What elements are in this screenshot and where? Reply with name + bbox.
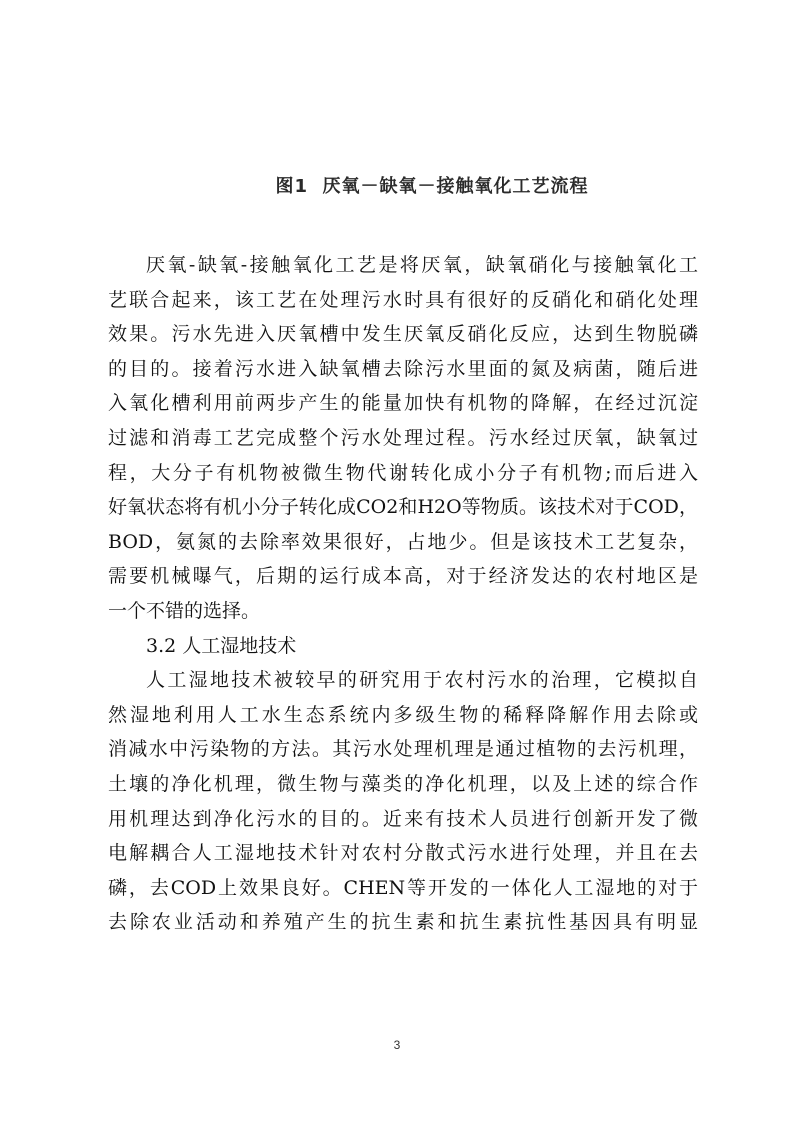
paragraph-line: 厌氧-缺氧-接触氧化工艺是将厌氧，缺氧硝化与接触氧化工 bbox=[146, 254, 698, 276]
paragraph-line: 去除农业活动和养殖产生的抗生素和抗生素抗性基因具有明显 bbox=[108, 911, 698, 934]
paragraph-line: 土壤的净化机理，微生物与藻类的净化机理，以及上述的综合作 bbox=[108, 772, 698, 795]
paragraph-line: 程，大分子有机物被微生物代谢转化成小分子有机物;而后进入 bbox=[108, 461, 698, 484]
paragraph-line: 效果。污水先进入厌氧槽中发生厌氧反硝化反应，达到生物脱磷 bbox=[108, 323, 698, 346]
paragraph-line: 人工湿地技术被较早的研究用于农村污水的治理，它模拟自 bbox=[146, 669, 698, 692]
paragraph-line: 一个不错的选择。 bbox=[108, 599, 261, 622]
section-heading: 3.2 人工湿地技术 bbox=[146, 634, 297, 657]
paragraph-line: 艺联合起来，该工艺在处理污水时具有很好的反硝化和硝化处理 bbox=[108, 288, 698, 311]
paragraph-line: 磷，去COD上效果良好。CHEN等开发的一体化人工湿地的对于 bbox=[108, 876, 698, 899]
paragraph-line: 的目的。接着污水进入缺氧槽去除污水里面的氮及病菌，随后进 bbox=[108, 357, 698, 380]
paragraph-line: 电解耦合人工湿地技术针对农村分散式污水进行处理，并且在去 bbox=[108, 842, 698, 865]
figure-caption: 图1 厌氧－缺氧－接触氧化工艺流程 bbox=[275, 176, 589, 197]
paragraph-line: 入氧化槽利用前两步产生的能量加快有机物的降解，在经过沉淀 bbox=[108, 392, 698, 415]
page-number: 3 bbox=[393, 1038, 401, 1052]
paragraph-line: 好氧状态将有机小分子转化成CO2和H2O等物质。该技术对于COD， bbox=[108, 496, 698, 519]
paragraph-line: 用机理达到净化污水的目的。近来有技术人员进行创新开发了微 bbox=[108, 807, 698, 830]
paragraph-line: 然湿地利用人工水生态系统内多级生物的稀释降解作用去除或 bbox=[108, 703, 698, 726]
body-text bbox=[108, 248, 698, 940]
paragraph-line: BOD，氨氮的去除率效果很好，占地少。但是该技术工艺复杂， bbox=[108, 530, 698, 553]
paragraph-line: 过滤和消毒工艺完成整个污水处理过程。污水经过厌氧，缺氧过 bbox=[108, 426, 698, 449]
paragraph-line: 消减水中污染物的方法。其污水处理机理是通过植物的去污机理， bbox=[108, 738, 698, 761]
paragraph-line: 需要机械曝气，后期的运行成本高，对于经济发达的农村地区是 bbox=[108, 565, 698, 588]
